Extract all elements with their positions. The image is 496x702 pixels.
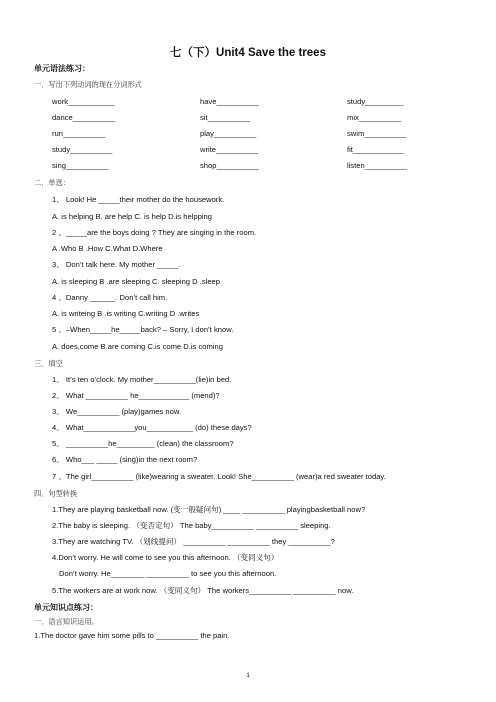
verb-cell: mix__________ [347,113,402,122]
question-line: 3、 Don’t talk here. My mother _____. [52,260,181,269]
section-heading: 三．填空 [34,359,63,368]
fill-line: 6、 Who___ _____ (sing)in the next room? [52,455,198,464]
verb-cell: run__________ [52,129,106,138]
verb-cell: play__________ [200,129,257,138]
options-line: A. is writeing B .is writing C.writing D .writes [52,309,200,318]
transform-line: 4.Don’t worry. He will come to see you this afternoon. （变同义句） [52,553,279,562]
verb-cell: swim__________ [347,129,407,138]
fill-line: 3、 We__________ (play)games now. [52,407,182,416]
verb-cell: listen__________ [347,161,407,170]
section-heading: 二．单选： [34,178,70,187]
verb-cell: have__________ [200,97,259,106]
transform-line: 5.The workers are at work now. （变同义句） The workers__________ __________ now. [52,586,354,595]
page-number: 1 [246,672,250,679]
question-line: 5 、–When_____he_____back? – Sorry, I don’t know. [52,325,234,334]
verb-cell: sit__________ [200,113,250,122]
fill-line: 4、 What____________you___________ (do) these days? [52,423,252,432]
verb-cell: study_________ [347,97,404,106]
fill-line: 7 、The girl__________ (like)wearing a sweater. Look! She__________ (wear)a red sweater today. [52,472,386,481]
transform-line: 1.They are playing basketball now. (变一般疑问句) ____ __________ playingbasketball now? [52,505,366,514]
fill-line: 2、 What __________ he____________ (mend)? [52,391,220,400]
transform-line: 2.The baby is sleeping. （变否定句） The baby__________ __________ sleeping. [52,521,331,530]
transform-line: 3.They are watching TV. （划线提问） __________ __________ they __________? [52,537,335,546]
fill-line: 1、 It’s ten o’clock. My mother__________(lie)in bed. [52,375,232,384]
grammar-heading: 单元语法练习： [34,64,90,73]
section-heading: 四．句型转换 [34,489,78,498]
transform-line: Don’t worry. He________ __________ to see you this afternoon. [59,569,277,578]
section-heading: 一．语言知识运用。 [34,617,99,626]
knowledge-heading: 单元知识点练习： [34,603,98,612]
options-line: A .Who B .How C.What D.Where [52,244,163,253]
verb-cell: sing__________ [52,161,109,170]
question-line: 1.The doctor gave him some pills to __________ the pain. [34,631,230,640]
verb-cell: work___________ [52,97,115,106]
page-title: 七（下）Unit4 Save the trees [170,47,326,59]
verb-cell: study__________ [52,145,113,154]
question-line: 4 、Danny ______. Don’t call him. [52,293,168,302]
verb-cell: write__________ [200,145,259,154]
options-line: A. does,come B.are coming C.is come D.is coming [52,342,223,351]
verb-cell: fit____________ [347,145,404,154]
question-line: 2 、_____are the boys doing ? They are singing in the room. [52,228,257,237]
options-line: A. is sleeping B .are sleeping C. sleeping D .sleep [52,277,221,286]
verb-cell: shop__________ [200,161,259,170]
options-line: A. is helping B. are help C. is help D.is helpping [52,212,212,221]
section-heading: 一．写出下列动词的现在分词形式 [34,80,142,89]
fill-line: 5、 __________he_________ (clean) the classroom? [52,439,234,448]
question-line: 1、 Look! He _____their mother do the housework. [52,195,225,204]
verb-cell: dance__________ [52,113,115,122]
